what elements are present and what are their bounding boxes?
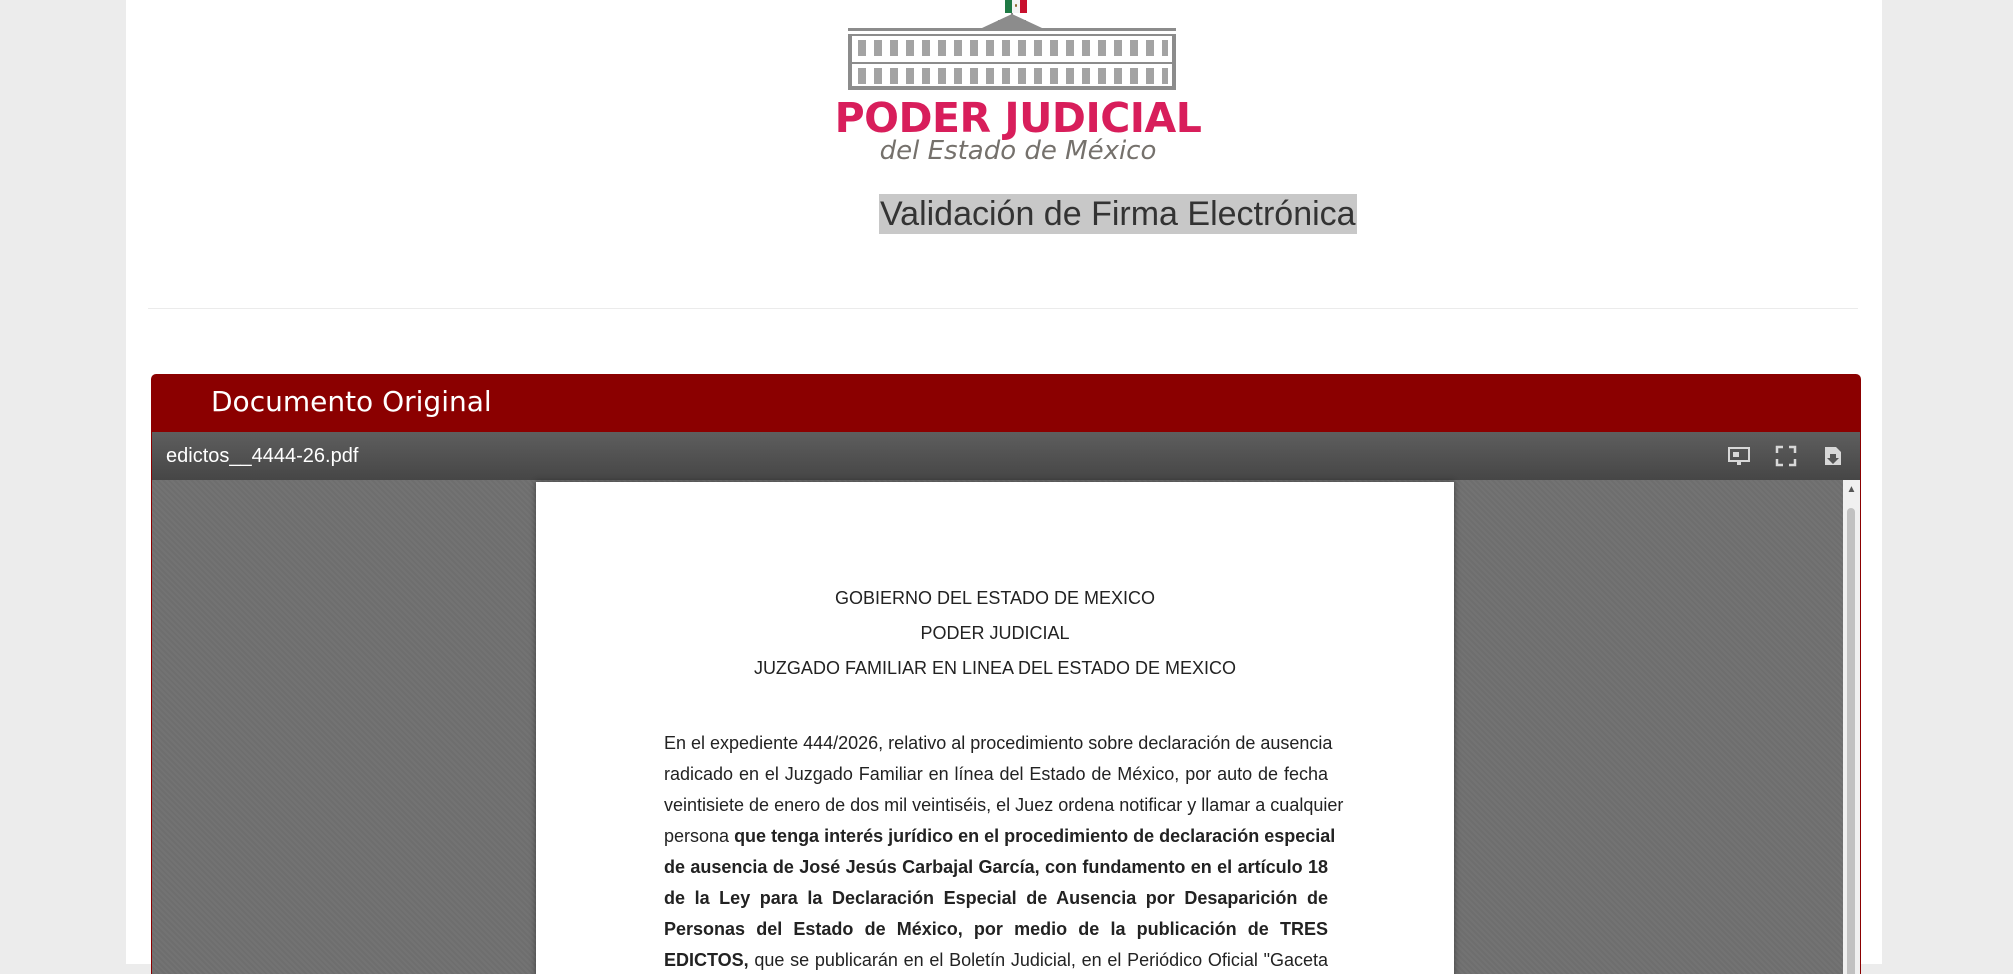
doc-header-line: JUZGADO FAMILIAR EN LINEA DEL ESTADO DE MEXICO [753,658,1237,678]
pdf-viewer[interactable] [152,432,1860,974]
fullscreen-button[interactable] [1774,444,1798,468]
present-button[interactable] [1727,444,1751,468]
pdf-canvas[interactable] [152,480,1860,974]
download-icon [1823,445,1843,467]
doc-body-line [664,852,1328,883]
mexico-flag-icon [1005,0,1027,13]
fullscreen-icon [1775,445,1797,467]
doc-body-line: En el expediente 444/2026, relativo al procedimiento sobre declaración de ausencia [664,733,1333,753]
viewer-scrollbar[interactable] [1843,480,1860,974]
download-button[interactable] [1821,444,1845,468]
viewer-toolbar [152,432,1860,480]
doc-body-line [664,914,1328,945]
palace-logo-icon [848,14,1176,90]
doc-bold-text: de ausencia de José Jesús Carbajal García, con fundamento en el artículo 18 [664,857,1328,877]
pdf-page [536,482,1454,974]
doc-bold-text: Personas del Estado de México, por medio de la publicación de TRES [664,919,1328,939]
doc-header-line: PODER JUDICIAL [920,623,1070,643]
doc-bold-text: EDICTOS, [664,950,749,970]
logo-subtitle: del Estado de México [879,136,1157,166]
scroll-up-icon[interactable]: ▲ [1846,484,1857,495]
doc-header-line: GOBIERNO DEL ESTADO DE MEXICO [834,588,1156,608]
doc-text: que se publicarán en el Boletín Judicial, en el Periódico Oficial "Gaceta [748,950,1328,970]
doc-body-line: veintisiete de enero de dos mil veintiséis, el Juez ordena notificar y llamar a cualquier [664,795,1344,815]
doc-text: persona [664,826,735,846]
doc-body [664,728,1344,974]
doc-body-line [664,945,1328,974]
logo-title: PODER JUDICIAL [834,94,1202,142]
doc-body-line: radicado en el Juzgado Familiar en línea del Estado de México, por auto de fecha [664,764,1328,784]
document-panel [151,374,1861,974]
doc-bold-text: de la Ley para la Declaración Especial de Ausencia por Desaparición de [664,888,1328,908]
doc-bold-text: que tenga interés jurídico en el procedimiento de declaración especial [734,826,1336,846]
scrollbar-thumb[interactable] [1847,508,1855,974]
doc-body-line [664,883,1328,914]
present-icon [1728,446,1750,466]
doc-body-line [664,821,1336,852]
divider [148,308,1858,309]
panel-heading: Documento Original [211,385,492,418]
file-name: edictos__4444-26.pdf [166,445,359,467]
page-title: Validación de Firma Electrónica [880,195,1356,233]
